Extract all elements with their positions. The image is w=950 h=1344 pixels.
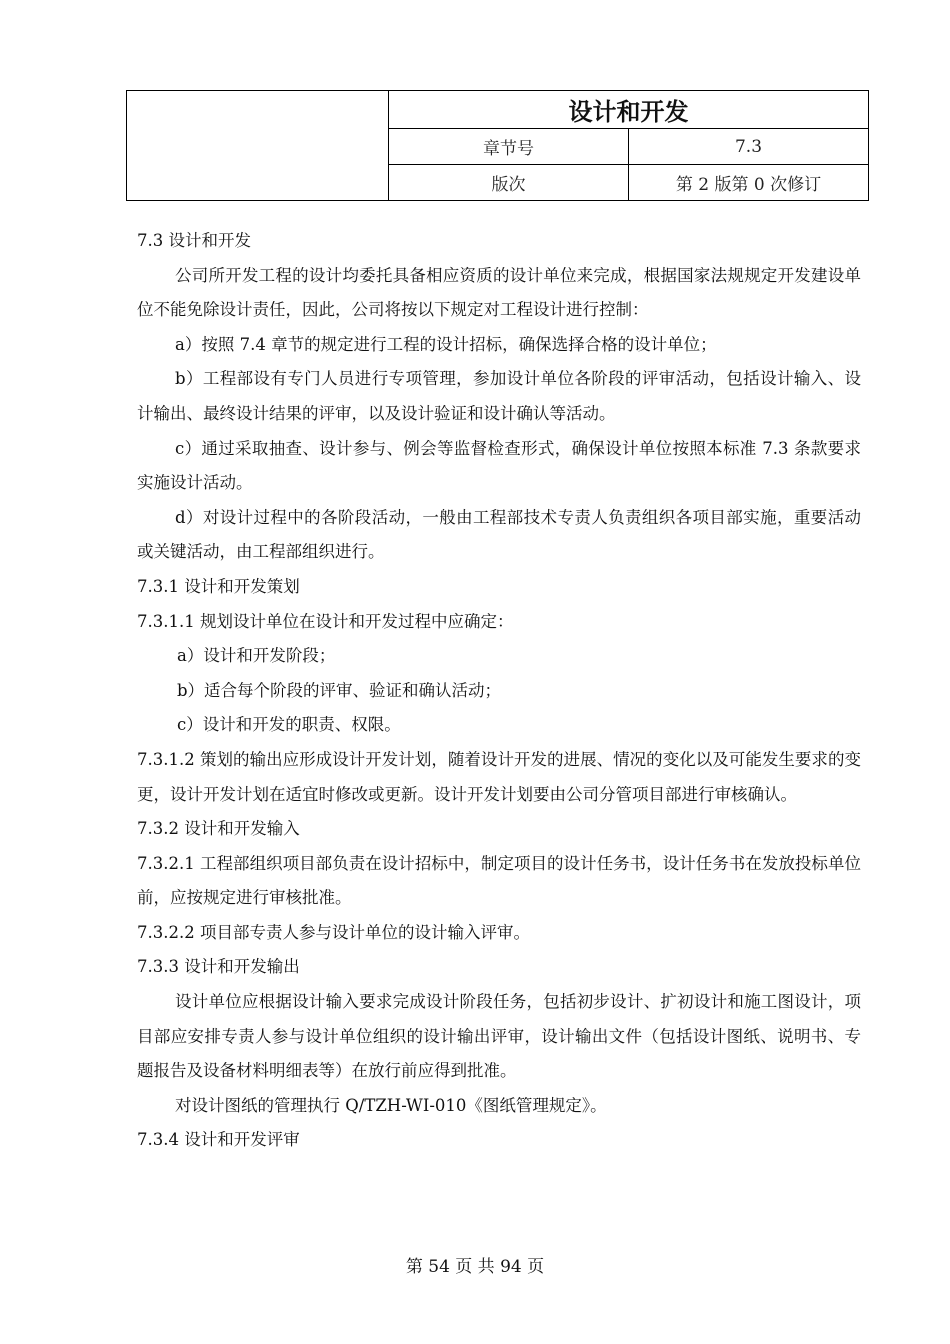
indented-paragraph: b）工程部设有专门人员进行专项管理，参加设计单位各阶段的评审活动，包括设计输入、设计输出、最终设计结果的评审，以及设计验证和设计确认等活动。 [137, 369, 861, 423]
paragraph: 7.3.2 设计和开发输入 [137, 819, 300, 839]
indented-paragraph: a）设计和开发阶段； [177, 646, 336, 666]
section-title: 设计和开发 [389, 91, 869, 129]
chapter-number-label: 章节号 [389, 129, 629, 165]
page-footer: 第 54 页 共 94 页 [405, 1257, 545, 1277]
paragraph: 7.3.4 设计和开发评审 [137, 1130, 300, 1150]
indented-paragraph: 对设计图纸的管理执行 Q/TZH-WI-010《图纸管理规定》。 [175, 1095, 607, 1115]
edition-value: 第 2 版第 0 次修订 [629, 165, 869, 201]
indented-paragraph: b）适合每个阶段的评审、验证和确认活动； [177, 680, 502, 700]
paragraph: 7.3.2.1 工程部组织项目部负责在设计招标中，制定项目的设计任务书，设计任务书在发放投标单位前，应按规定进行审核批准。 [137, 853, 861, 908]
paragraph: 7.3 设计和开发 [137, 231, 251, 250]
paragraph: 7.3.3 设计和开发输出 [137, 957, 300, 977]
indented-paragraph: 公司所开发工程的设计均委托具备相应资质的设计单位来完成，根据国家法规规定开发建设单位不能免除设计责任，因此，公司将按以下规定对工程设计进行控制： [137, 265, 861, 320]
paragraph: 7.3.1.2 策划的输出应形成设计开发计划，随着设计开发的进展、情况的变化以及可能发生要求的变更，设计开发计划在适宜时修改或更新。设计开发计划要由公司分管项目部进行审核确认。 [137, 749, 861, 804]
chapter-number-value: 7.3 [629, 129, 869, 165]
edition-label: 版次 [389, 165, 629, 201]
document-body [137, 224, 861, 1158]
paragraph: 7.3.1.1 规划设计单位在设计和开发过程中应确定： [137, 611, 514, 631]
paragraph: 7.3.1 设计和开发策划 [137, 576, 300, 596]
document-header-table [126, 90, 869, 201]
logo-cell [127, 91, 389, 201]
indented-paragraph: a）按照 7.4 章节的规定进行工程的设计招标，确保选择合格的设计单位； [175, 334, 717, 354]
indented-paragraph: c）通过采取抽查、设计参与、例会等监督检查形式，确保设计单位按照本标准 7.3 条款要求实施设计活动。 [137, 438, 861, 493]
paragraph: 7.3.2.2 项目部专责人参与设计单位的设计输入评审。 [137, 922, 530, 942]
indented-paragraph: c）设计和开发的职责、权限。 [177, 715, 401, 735]
indented-paragraph: 设计单位应根据设计输入要求完成设计阶段任务，包括初步设计、扩初设计和施工图设计，项目部应安排专责人参与设计单位组织的设计输出评审，设计输出文件（包括设计图纸、说明书、专题报告及设备材料明细表等）在放行前应得到批准。 [137, 992, 861, 1081]
indented-paragraph: d）对设计过程中的各阶段活动，一般由工程部技术专责人负责组织各项目部实施，重要活动或关键活动，由工程部组织进行。 [137, 507, 861, 562]
